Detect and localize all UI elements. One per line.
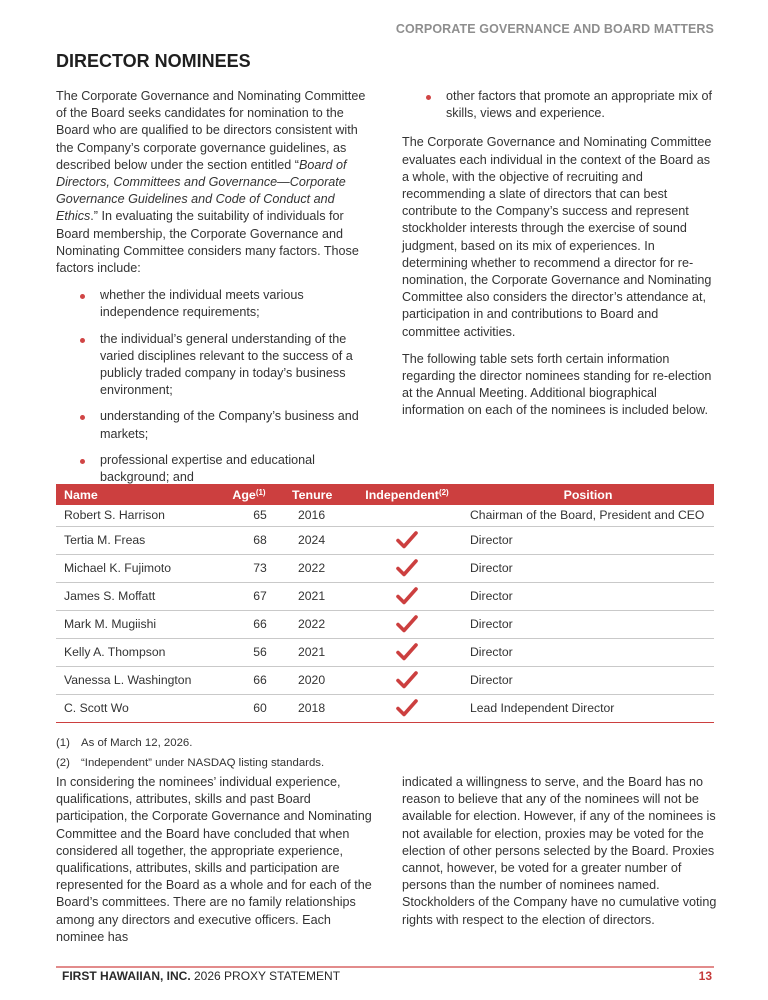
cell-name: C. Scott Wo — [56, 694, 214, 722]
cell-tenure: 2020 — [284, 666, 352, 694]
section-title: DIRECTOR NOMINEES — [56, 51, 251, 71]
guidelines-section-reference: Board of Directors, Committees and Governance—Corporate Governance Guidelines and Code of Conduct and Ethics — [56, 157, 347, 224]
cell-age: 65 — [214, 505, 284, 526]
checkmark-icon — [396, 698, 418, 718]
table-header-row — [56, 484, 714, 505]
checkmark-icon — [396, 558, 418, 578]
cell-tenure: 2022 — [284, 554, 352, 582]
bullet-icon — [80, 338, 85, 343]
page-number: 13 — [698, 969, 712, 983]
director-nominees-table — [56, 484, 714, 723]
closing-right-column — [402, 774, 718, 939]
running-head: CORPORATE GOVERNANCE AND BOARD MATTERS — [395, 22, 714, 36]
footnote: (2) “Independent” under NASDAQ listing standards. — [56, 757, 325, 769]
cell-position: Director — [462, 526, 714, 554]
cell-position: Lead Independent Director — [462, 694, 714, 722]
cell-position: Director — [462, 638, 714, 666]
cell-name: Vanessa L. Washington — [56, 666, 214, 694]
intro-left-column — [56, 88, 372, 495]
factor-item: the individual’s general understanding of the varied disciplines relevant to the success of a publicly traded company in today’s business environment; — [80, 331, 372, 400]
footer-company: FIRST HAWAIIAN, INC. — [62, 969, 191, 983]
table-row — [56, 666, 714, 694]
checkmark-icon — [396, 614, 418, 634]
factors-list-continued — [426, 88, 718, 122]
header-tenure: Tenure — [292, 487, 333, 502]
cell-age: 66 — [214, 610, 284, 638]
cell-tenure: 2016 — [284, 505, 352, 526]
cell-age: 66 — [214, 666, 284, 694]
footnote: (1) As of March 12, 2026. — [56, 737, 193, 749]
closing-left-column — [56, 774, 372, 956]
cell-independent — [352, 610, 462, 638]
cell-independent — [352, 582, 462, 610]
evaluation-paragraph: The Corporate Governance and Nominating Committee evaluates each individual in the context of the Board as a whole, with the objective of recruiting and recommending a slate of directors that can best contribute to the Company’s success and represent stockholder interests through the exercise of sound judgment, based on its mix of experiences. In determining whether to recommend a director for re-nomination, the Corporate Governance and Nominating Committee also considers the director’s attendance at, participation in and contributions to Board and committee activities. — [402, 135, 712, 339]
cell-age: 56 — [214, 638, 284, 666]
cell-position: Director — [462, 666, 714, 694]
cell-name: Tertia M. Freas — [56, 526, 214, 554]
intro-right-column — [402, 88, 718, 430]
cell-position: Director — [462, 610, 714, 638]
table-row — [56, 554, 714, 582]
cell-position: Chairman of the Board, President and CEO — [462, 505, 714, 526]
cell-tenure: 2022 — [284, 610, 352, 638]
factor-item: professional expertise and educational background; and — [80, 452, 372, 486]
footer-divider — [56, 966, 714, 968]
footer-doc-name: 2026 PROXY STATEMENT — [190, 969, 341, 983]
cell-name: Michael K. Fujimoto — [56, 554, 214, 582]
cell-name: James S. Moffatt — [56, 582, 214, 610]
table-footnotes — [56, 735, 324, 775]
header-name: Name — [64, 487, 98, 502]
intro-paragraph: The Corporate Governance and Nominating Committee of the Board seeks candidates for nomination to the Board who are qualified to be directors consistent with the Company’s corporate governance guidelines, as described below under the section entitled “Board of Directors, Committees and Governance—Corporate Governance Guidelines and Code of Conduct and Ethics.” In evaluating the suitability of individuals for Board membership, the Corporate Governance and Nominating Committee considers many factors. Those factors include: — [56, 89, 366, 276]
cell-independent — [352, 526, 462, 554]
checkmark-icon — [396, 642, 418, 662]
cell-independent — [352, 505, 462, 526]
table-row — [56, 582, 714, 610]
footnote-ref: (2) — [438, 487, 449, 497]
cell-independent — [352, 694, 462, 722]
bullet-icon — [80, 415, 85, 420]
cell-tenure: 2021 — [284, 582, 352, 610]
cell-name: Kelly A. Thompson — [56, 638, 214, 666]
table-row — [56, 694, 714, 722]
cell-age: 73 — [214, 554, 284, 582]
cell-tenure: 2018 — [284, 694, 352, 722]
footnote-ref: (1) — [255, 487, 266, 497]
factor-item: other factors that promote an appropriate mix of skills, views and experience. — [426, 88, 718, 122]
table-intro-paragraph: The following table sets forth certain information regarding the director nominees standing for re-election at the Annual Meeting. Additional biographical information on each of the nominees is included below. — [402, 351, 712, 418]
factor-item: understanding of the Company’s business and markets; — [80, 408, 372, 442]
cell-independent — [352, 554, 462, 582]
closing-paragraph-continued: indicated a willingness to serve, and the Board has no reason to believe that any of the nominees will not be available for election. However, if any of the nominees is not available for election, proxies may be voted for the election of other persons selected by the Board. Proxies cannot, however, be voted for a greater number of persons than the number of nominees named. Stockholders of the Company have no cumulative voting rights with respect to the election of directors. — [402, 775, 717, 927]
factors-list — [80, 287, 372, 486]
cell-independent — [352, 666, 462, 694]
cell-age: 68 — [214, 526, 284, 554]
footer-document-title — [62, 969, 340, 983]
table-row — [56, 526, 714, 554]
header-position: Position — [563, 487, 613, 502]
checkmark-icon — [396, 586, 418, 606]
cell-age: 60 — [214, 694, 284, 722]
table-row — [56, 505, 714, 526]
cell-name: Robert S. Harrison — [56, 505, 214, 526]
bullet-icon — [80, 294, 85, 299]
cell-position: Director — [462, 554, 714, 582]
factor-item: whether the individual meets various independence requirements; — [80, 287, 372, 321]
table-row — [56, 610, 714, 638]
cell-independent — [352, 638, 462, 666]
cell-name: Mark M. Mugiishi — [56, 610, 214, 638]
header-age: Age$^{(1)}$ — [232, 487, 266, 502]
header-independent: Independent$^{(2)}$ — [365, 487, 449, 502]
cell-position: Director — [462, 582, 714, 610]
cell-tenure: 2024 — [284, 526, 352, 554]
bullet-icon — [80, 459, 85, 464]
cell-age: 67 — [214, 582, 284, 610]
checkmark-icon — [396, 530, 418, 550]
closing-paragraph: In considering the nominees’ individual experience, qualifications, attributes, skills and past Board participation, the Corporate Governance and Nominating Committee and the Board have concluded that when considered all together, the appropriate experience, qualifications, attributes, skills and participation are represented for the Board as a whole and for each of the Board’s committees. There are no family relationships among any directors and executive officers. Each nominee has — [56, 775, 372, 944]
checkmark-icon — [396, 670, 418, 690]
table-row — [56, 638, 714, 666]
bullet-icon — [426, 95, 431, 100]
cell-tenure: 2021 — [284, 638, 352, 666]
